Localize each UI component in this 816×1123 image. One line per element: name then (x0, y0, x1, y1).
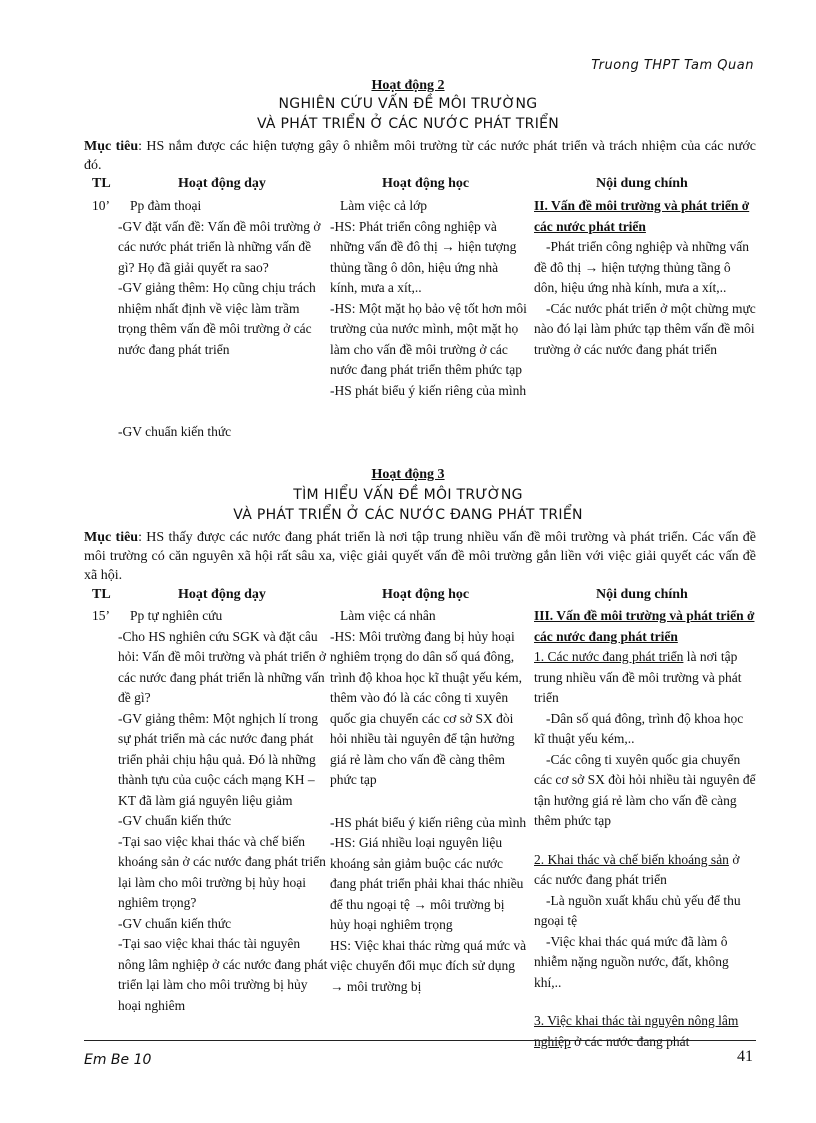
activity-2-time: 10’ (92, 198, 110, 213)
teaching-item: -Tại sao việc khai thác tài nguyên nông lâm nghiệp ở các nước đang phát triển lại làm cho môi trường bị hủy hoại nghiêm (118, 936, 328, 1013)
activity-3-learning (330, 606, 528, 997)
activity-2-teaching (118, 196, 324, 443)
learning-item: -HS: Giá nhiều loại nguyên liệu khoáng sản giảm buộc các nước đang phát triển phải khai thác nhiều để thu ngoại tệ → môi trường bị hủy hoại nghiêm trọng (330, 835, 524, 932)
activity-3-title: Hoạt động 3 (371, 467, 445, 482)
learning-item: -HS: Một mặt họ bảo vệ tốt hơn môi trường của nước mình, một mặt họ làm cho vấn đề môi trường ở các nước đang phát triển thêm phức tạp (330, 300, 527, 377)
activity-3-time: 15’ (92, 608, 110, 623)
content-section-1-text: là nơi tập trung nhiều vấn đề môi trường và phát triển (534, 649, 742, 705)
content-item: -Dân số quá đông, trình độ khoa học kĩ thuật yếu kém,.. (534, 710, 744, 746)
content-item: -Là nguồn xuất khẩu chủ yếu để thu ngoại tệ (534, 892, 741, 928)
footer-label: Em Be 10 (84, 1052, 152, 1068)
learning-item: -HS phát biểu ý kiến riêng của mình (330, 814, 527, 830)
school-header: Truong THPT Tam Quan (591, 58, 754, 73)
teaching-item: -GV chuẩn kiến thức (118, 813, 232, 828)
activity-2-subtitle-1: NGHIÊN CỨU VẤN ĐỀ MÔI TRƯỜNG (278, 96, 538, 112)
content-item: -Các nước phát triển ở một chừng mực nào đó lại làm phức tạp thêm vấn đề môi trường ở các nước đang phát triển (534, 300, 756, 357)
activity-3-objective (84, 528, 756, 585)
header-teaching: Hoạt động dạy (178, 176, 266, 191)
objective-text: : HS nắm được các hiện tượng gây ô nhiễm môi trường từ các nước phát triển và trách nhiệm của các nước đó. (84, 139, 757, 173)
header-learning: Hoạt động học (382, 176, 470, 191)
content-item: -Việc khai thác quá mức đã làm ô nhiễm nặng nguồn nước, đất, không khí,.. (534, 933, 729, 990)
teaching-item: -GV đặt vấn đề: Vấn đề môi trường ở các nước phát triển là những vấn đề gì? Họ đã giải quyết ra sao? (118, 218, 321, 275)
teaching-item: -GV chuẩn kiến thức (118, 915, 232, 931)
content-section-1 (534, 647, 756, 709)
teaching-item: -Cho HS nghiên cứu SGK và đặt câu hỏi: Vấn đề môi trường và phát triển ở các nước đang phát triển là những vấn đề gì? (118, 628, 327, 705)
teaching-item: -GV giảng thêm: Họ cũng chịu trách nhiệm nhất định về việc làm trầm trọng thêm vấn đề môi trường ở các nước đang phát triển (118, 280, 316, 357)
header-tl: TL (92, 176, 111, 191)
content-section-2-title: 2. Khai thác và chế biến khoáng sản (534, 851, 729, 867)
learning-item: -HS: Môi trường đang bị hủy hoại nghiêm trọng do dân số quá đông, trình độ khoa học kĩ thuật yếu kém, thêm vào đó là các công ti xuyên quốc gia chuyển các cơ sở SX đòi hỏi nhiều tài nguyên để tận hưởng giá rẻ làm cho vấn đề càng thêm phức tạp (330, 628, 522, 787)
header-learning: Hoạt động học (382, 587, 470, 602)
activity-2-learning (330, 196, 528, 401)
header-content: Nội dung chính (596, 587, 688, 602)
activity-3-subtitle-2: VÀ PHÁT TRIỂN Ở CÁC NƯỚC ĐANG PHÁT TRIỂN (233, 507, 583, 523)
teaching-item: -GV chuẩn kiến thức (118, 424, 232, 439)
page-number: 41 (737, 1048, 753, 1065)
header-content: Nội dung chính (596, 176, 688, 191)
learning-item: -HS: Phát triển công nghiệp và những vấn đề đô thị → hiện tượng thủng tầng ô dôn, hiệu ứng nhà kính, mưa a xít,.. (330, 218, 517, 295)
teaching-item: -Tại sao việc khai thác và chế biến khoáng sản ở các nước đang phát triển lại làm cho môi trường bị hủy hoại nghiêm trọng? (118, 833, 326, 910)
activity-2-title: Hoạt động 2 (371, 78, 445, 93)
teaching-method: Pp tự nghiên cứu (130, 608, 223, 623)
content-section-3 (534, 1011, 756, 1052)
content-section-2 (534, 850, 756, 891)
content-heading: III. Vấn đề môi trường và phát triển ở các nước đang phát triển (534, 608, 755, 644)
content-section-3-text: ở các nước đang phát (570, 1033, 690, 1049)
content-item: -Các công ti xuyên quốc gia chuyển các cơ sở SX đòi hỏi nhiều tài nguyên để tận hưởng giá rẻ làm cho vấn đề càng thêm phức tạp (534, 751, 756, 828)
content-section-3-title: 3. Việc khai thác tài nguyên nông lâm nghiệp (534, 1013, 739, 1049)
objective-text: : HS thấy được các nước đang phát triển là nơi tập trung nhiều vấn đề môi trường và phát triển. Các vấn đề môi trường có căn nguyên xã hội rất sâu xa, việc giải quyết vấn đề môi trường gắn liền với việc giải quyết các vấn đề xã hội. (84, 530, 756, 583)
content-heading: II. Vấn đề môi trường và phát triển ở các nước phát triển (534, 198, 750, 234)
activity-3-teaching (118, 606, 330, 1016)
activity-2-objective (84, 137, 756, 175)
header-teaching: Hoạt động dạy (178, 587, 266, 602)
activity-3-subtitle-1: TÌM HIỂU VẤN ĐỀ MÔI TRƯỜNG (293, 487, 523, 503)
learning-method: Làm việc cả lớp (340, 198, 427, 213)
objective-label: Mục tiêu (84, 139, 139, 154)
content-item: -Phát triển công nghiệp và những vấn đề đô thị → hiện tượng thủng tầng ô dôn, hiệu ứng nhà kính, mưa a xít,.. (534, 239, 750, 295)
activity-2-content (534, 196, 756, 360)
activity-2-subtitle-2: VÀ PHÁT TRIỂN Ở CÁC NƯỚC PHÁT TRIỂN (256, 116, 560, 132)
learning-item: -HS phát biểu ý kiến riêng của mình (330, 382, 527, 398)
content-section-1-title: 1. Các nước đang phát triển (534, 649, 684, 664)
activity-3-content (534, 606, 756, 1052)
teaching-method: Pp đàm thoại (130, 198, 202, 213)
header-tl: TL (92, 587, 111, 602)
footer-rule (84, 1040, 756, 1041)
content-section-2-text: ở các nước đang phát triển (534, 851, 740, 887)
learning-item: HS: Việc khai thác rừng quá mức và việc chuyển đổi mục đích sử dụng → môi trường bị (330, 937, 527, 994)
teaching-item: -GV giảng thêm: Một nghịch lí trong sự phát triển mà các nước đang phát triển phải chịu hậu quả. Đó là những thành tựu của cuộc cách mạng KH – KT đã làm giá nguyên liệu giảm (118, 710, 318, 808)
objective-label: Mục tiêu (84, 530, 139, 545)
learning-method: Làm việc cá nhân (340, 608, 436, 623)
